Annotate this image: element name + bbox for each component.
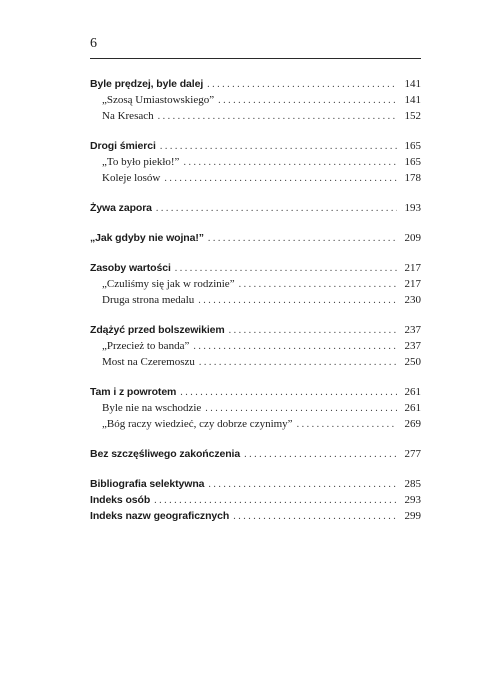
toc-entry-title: „Jak gdyby nie wojna!” <box>90 232 204 244</box>
toc-entry-title: Tam i z powrotem <box>90 386 177 398</box>
toc-entry-title: Bibliografia selektywna <box>90 478 205 490</box>
toc-subsection-entry <box>90 400 421 416</box>
toc-entry-title: Koleje losów <box>102 172 161 184</box>
toc-entry-page: 269 <box>404 418 421 430</box>
dot-leader <box>229 323 397 339</box>
toc-entry-page: 277 <box>404 448 421 460</box>
toc-entry-title: „Szosą Umiastowskiego” <box>102 94 215 106</box>
toc-group <box>90 200 421 216</box>
toc-chapter-entry <box>90 200 421 216</box>
toc-entry-title: Zasoby wartości <box>90 262 171 274</box>
toc-entry-page: 293 <box>404 494 421 506</box>
toc-entry-title: Bez szczęśliwego zakończenia <box>90 448 241 460</box>
toc-entry-title: Indeks osób <box>90 494 151 506</box>
dot-leader <box>180 385 397 401</box>
toc-chapter-entry <box>90 230 421 246</box>
toc-group <box>90 138 421 186</box>
table-of-contents <box>90 76 421 538</box>
toc-entry-title: Drogi śmierci <box>90 140 156 152</box>
toc-subsection-entry <box>90 92 421 108</box>
toc-entry-title: Druga strona medalu <box>102 294 195 306</box>
toc-entry-title: „Bóg raczy wiedzieć, czy dobrze czynimy” <box>102 418 293 430</box>
toc-entry-page: 261 <box>404 402 421 414</box>
toc-chapter-entry <box>90 260 421 276</box>
toc-group <box>90 476 421 524</box>
toc-group <box>90 322 421 370</box>
toc-entry-title: Żywa zapora <box>90 202 152 214</box>
toc-chapter-entry <box>90 476 421 492</box>
toc-chapter-entry <box>90 384 421 400</box>
toc-entry-page: 261 <box>404 386 421 398</box>
dot-leader <box>239 277 397 293</box>
dot-leader <box>160 139 397 155</box>
toc-chapter-entry <box>90 508 421 524</box>
toc-entry-page: 285 <box>404 478 421 490</box>
toc-chapter-entry <box>90 322 421 338</box>
toc-group <box>90 230 421 246</box>
toc-subsection-entry <box>90 292 421 308</box>
toc-subsection-entry <box>90 354 421 370</box>
toc-subsection-entry <box>90 170 421 186</box>
toc-entry-title: Na Kresach <box>102 110 154 122</box>
toc-entry-page: 217 <box>404 278 421 290</box>
toc-subsection-entry <box>90 338 421 354</box>
dot-leader <box>233 509 397 525</box>
dot-leader <box>164 171 397 187</box>
toc-entry-title: „To było piekło!” <box>102 156 180 168</box>
toc-chapter-entry <box>90 492 421 508</box>
header-rule <box>90 58 421 59</box>
toc-group <box>90 260 421 308</box>
dot-leader <box>156 201 397 217</box>
toc-entry-page: 237 <box>404 340 421 352</box>
dot-leader <box>207 77 397 93</box>
dot-leader <box>208 231 397 247</box>
toc-entry-title: Indeks nazw geograficznych <box>90 510 230 522</box>
dot-leader <box>198 293 397 309</box>
toc-entry-title: Most na Czeremoszu <box>102 356 195 368</box>
dot-leader <box>218 93 397 109</box>
toc-chapter-entry <box>90 76 421 92</box>
dot-leader <box>208 477 397 493</box>
toc-entry-page: 141 <box>404 94 421 106</box>
toc-group <box>90 76 421 124</box>
toc-entry-page: 237 <box>404 324 421 336</box>
dot-leader <box>297 417 397 433</box>
toc-chapter-entry <box>90 446 421 462</box>
toc-entry-title: „Przecież to banda” <box>102 340 190 352</box>
dot-leader <box>183 155 397 171</box>
toc-subsection-entry <box>90 276 421 292</box>
toc-entry-page: 165 <box>404 140 421 152</box>
toc-entry-page: 193 <box>404 202 421 214</box>
toc-entry-page: 209 <box>404 232 421 244</box>
dot-leader <box>244 447 397 463</box>
toc-group <box>90 446 421 462</box>
page-number: 6 <box>90 36 97 51</box>
dot-leader <box>193 339 397 355</box>
toc-subsection-entry <box>90 108 421 124</box>
toc-group <box>90 384 421 432</box>
toc-entry-title: Byle nie na wschodzie <box>102 402 202 414</box>
toc-entry-title: Zdążyć przed bolszewikiem <box>90 324 225 336</box>
dot-leader <box>158 109 397 125</box>
toc-entry-page: 141 <box>404 78 421 90</box>
toc-entry-page: 217 <box>404 262 421 274</box>
toc-subsection-entry <box>90 416 421 432</box>
dot-leader <box>199 355 397 371</box>
toc-entry-page: 299 <box>404 510 421 522</box>
toc-chapter-entry <box>90 138 421 154</box>
toc-entry-page: 152 <box>404 110 421 122</box>
toc-entry-page: 230 <box>404 294 421 306</box>
toc-subsection-entry <box>90 154 421 170</box>
dot-leader <box>205 401 397 417</box>
toc-entry-page: 178 <box>404 172 421 184</box>
dot-leader <box>154 493 397 509</box>
toc-entry-page: 165 <box>404 156 421 168</box>
toc-entry-title: „Czuliśmy się jak w rodzinie” <box>102 278 235 290</box>
toc-entry-title: Byle prędzej, byle dalej <box>90 78 204 90</box>
toc-entry-page: 250 <box>404 356 421 368</box>
dot-leader <box>175 261 397 277</box>
